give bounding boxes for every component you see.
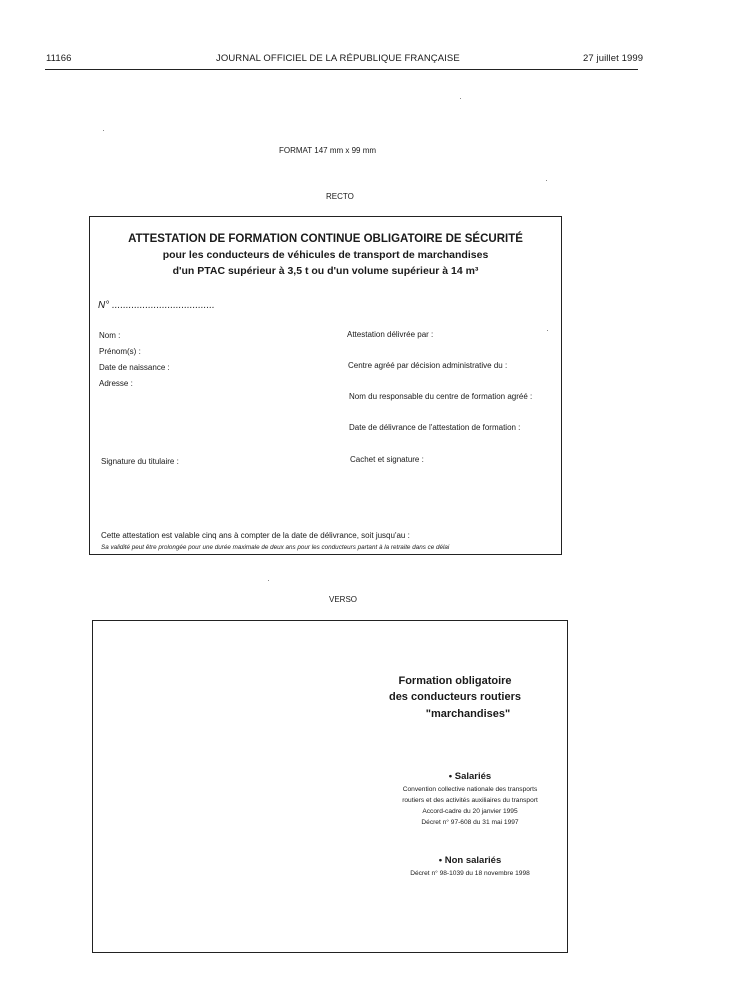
field-cachet-signature: Cachet et signature : (350, 455, 424, 464)
scan-speck (268, 580, 269, 581)
field-signature-titulaire: Signature du titulaire : (101, 457, 179, 466)
certificate-number-field: N° ..................................... (98, 300, 215, 311)
validity-statement: Cette attestation est valable cinq ans à compter de la date de délivrance, soit jusqu'au : (101, 531, 410, 540)
field-nom-responsable: Nom du responsable du centre de formation agréé : (349, 392, 533, 401)
salaries-line4: Décret n° 97-608 du 31 mai 1997 (421, 819, 519, 826)
extension-statement: Sa validité peut être prolongée pour une durée maximale de deux ans pour les conducteurs partant à la retraite dans ce délai (101, 544, 450, 551)
salaries-line3: Accord-cadre du 20 janvier 1995 (422, 808, 518, 815)
scan-speck (546, 180, 547, 181)
recto-label: RECTO (326, 192, 354, 201)
publication-date: 27 juillet 1999 (583, 53, 644, 64)
field-adresse: Adresse : (99, 379, 133, 388)
header-rule (45, 69, 638, 70)
field-nom: Nom : (99, 331, 121, 340)
non-salaries-line1: Décret n° 98-1039 du 18 novembre 1998 (410, 870, 530, 877)
verso-title-line3: "marchandises" (425, 708, 511, 720)
field-date-naissance: Date de naissance : (99, 363, 170, 372)
recto-title-line1: ATTESTATION DE FORMATION CONTINUE OBLIGATOIRE DE SÉCURITÉ (128, 233, 523, 245)
salaries-line1: Convention collective nationale des transports (402, 786, 538, 793)
field-attestation-delivree: Attestation délivrée par : (347, 330, 434, 339)
verso-label: VERSO (329, 595, 358, 604)
page-number: 11166 (46, 53, 72, 64)
verso-title-line2: des conducteurs routiers (388, 691, 522, 703)
salaries-heading: • Salariés (448, 771, 492, 782)
salaries-line2: routiers et des activités auxiliaires du transport (402, 797, 538, 804)
recto-title-line3: d'un PTAC supérieur à 3,5 t ou d'un volume supérieur à 14 m³ (172, 265, 479, 277)
scan-speck (103, 130, 104, 131)
field-centre-agree: Centre agréé par décision administrative du : (348, 361, 508, 370)
recto-title-line2: pour les conducteurs de véhicules de transport de marchandises (162, 249, 489, 261)
field-date-delivrance: Date de délivrance de l'attestation de formation : (349, 423, 521, 432)
non-salaries-heading: • Non salariés (438, 855, 502, 866)
field-prenom: Prénom(s) : (99, 347, 141, 356)
scan-speck (460, 98, 461, 99)
journal-title: JOURNAL OFFICIEL DE LA RÉPUBLIQUE FRANÇAISE (216, 53, 460, 64)
format-caption: FORMAT 147 mm x 99 mm (279, 146, 377, 155)
verso-title-line1: Formation obligatoire (398, 675, 512, 687)
